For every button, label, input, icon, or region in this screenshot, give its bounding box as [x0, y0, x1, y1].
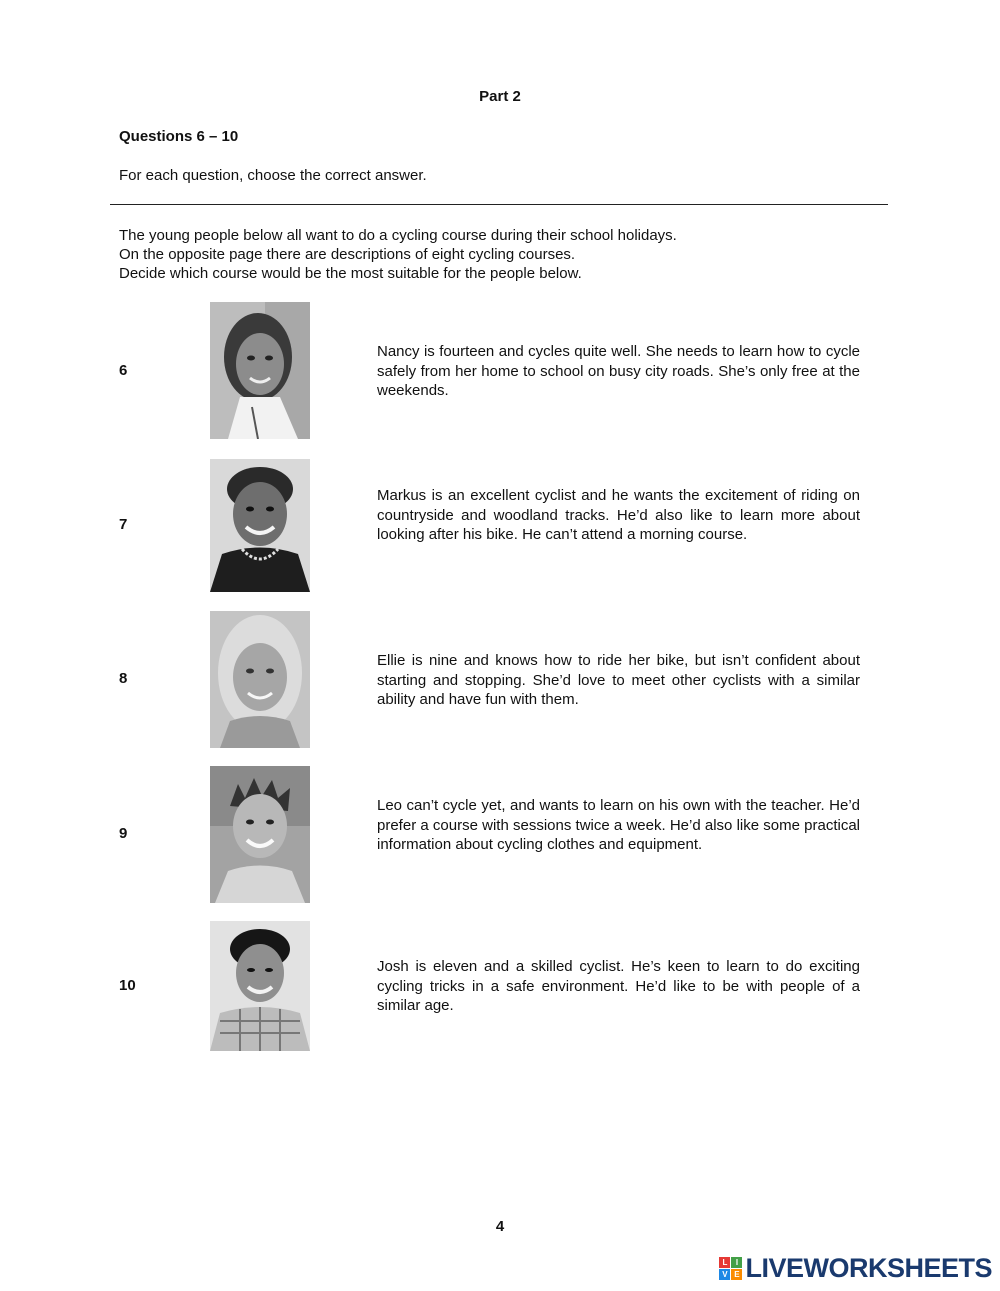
- question-text: Markus is an excellent cyclist and he wants the excitement of riding on countryside and woodland tracks. He’d also like to learn more about looking after his bike. He can’t attend a morning course.: [377, 487, 860, 543]
- logo-block: L: [719, 1257, 730, 1268]
- question-text: Ellie is nine and knows how to ride her bike, but isn’t confident about starting and stopping. She’d love to meet other cyclists with a similar ability and have fun with them.: [377, 652, 860, 708]
- questions-heading: Questions 6 – 10: [119, 128, 239, 145]
- logo-block: V: [719, 1269, 730, 1280]
- page-number: 4: [495, 1218, 505, 1235]
- boy-portrait-icon: [210, 766, 310, 903]
- intro-text: [119, 226, 677, 283]
- girl-portrait-icon: [210, 302, 310, 439]
- logo-blocks-icon: [719, 1257, 742, 1280]
- question-text: Nancy is fourteen and cycles quite well. She needs to learn how to cycle safely from her home to school on busy city roads. She’s only free at the weekends.: [377, 343, 860, 399]
- intro-line: On the opposite page there are descriptions of eight cycling courses.: [119, 246, 576, 263]
- intro-line: The young people below all want to do a cycling course during their school holidays.: [119, 227, 677, 244]
- logo-block: E: [731, 1269, 742, 1280]
- liveworksheets-logo[interactable]: [719, 1252, 992, 1284]
- brand-text: LIVEWORKSHEETS: [745, 1252, 992, 1283]
- question-number: 10: [119, 977, 136, 994]
- intro-line: Decide which course would be the most suitable for the people below.: [119, 265, 582, 282]
- divider: [110, 204, 888, 205]
- girl-portrait-icon: [210, 611, 310, 748]
- instruction-text: For each question, choose the correct answer.: [119, 167, 427, 184]
- boy-portrait-icon: [210, 459, 310, 592]
- part-title: Part 2: [479, 88, 521, 105]
- question-text: Leo can’t cycle yet, and wants to learn on his own with the teacher. He’d prefer a course with sessions twice a week. He’d also like some practical information about cycling clothes and equipment.: [377, 797, 860, 853]
- question-number: 7: [119, 516, 128, 533]
- boy-portrait-icon: [210, 921, 310, 1051]
- logo-block: I: [731, 1257, 742, 1268]
- question-number: 9: [119, 825, 128, 842]
- question-text: Josh is eleven and a skilled cyclist. He’s keen to learn to do exciting cycling tricks in a safe environment. He’d like to be with people of a similar age.: [377, 958, 860, 1014]
- question-number: 8: [119, 670, 128, 687]
- question-number: 6: [119, 362, 128, 379]
